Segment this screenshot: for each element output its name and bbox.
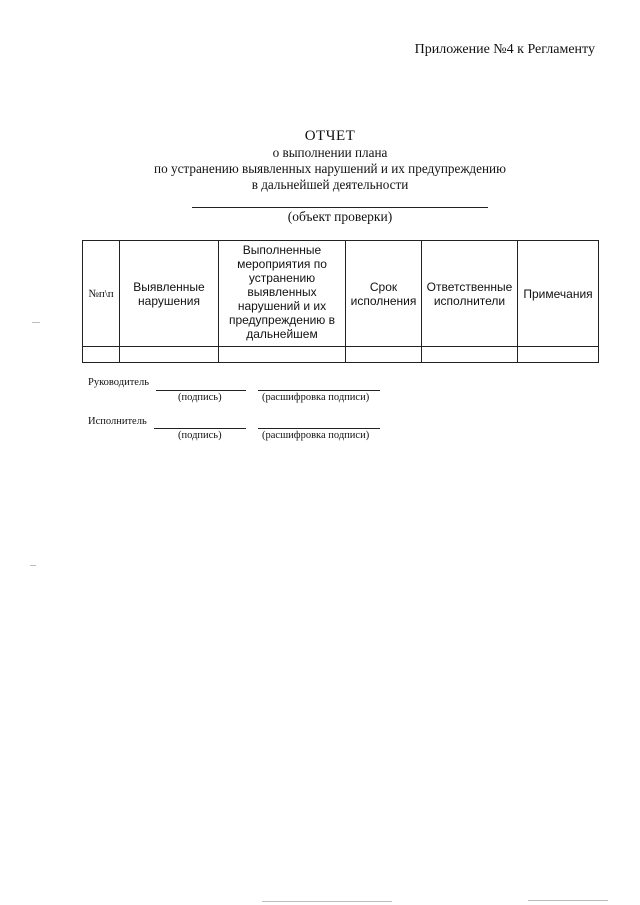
col-header-violations: Выявленные нарушения [120, 241, 219, 347]
scan-artifact [262, 901, 392, 902]
head-decryption-caption: (расшифровка подписи) [262, 392, 370, 403]
executor-decryption-line[interactable] [258, 428, 380, 429]
table-row [83, 347, 599, 363]
col-header-responsible: Ответственные исполнители [422, 241, 518, 347]
executor-signature-caption: (подпись) [178, 430, 222, 441]
report-heading [100, 128, 560, 193]
table-cell[interactable] [422, 347, 518, 363]
col-header-deadline: Срок исполнения [346, 241, 422, 347]
appendix-reference: Приложение №4 к Регламенту [414, 42, 595, 57]
object-fill-line[interactable] [192, 207, 488, 208]
table-cell[interactable] [518, 347, 599, 363]
executor-label: Исполнитель [88, 416, 147, 427]
report-table [82, 240, 599, 363]
head-signature-caption: (подпись) [178, 392, 222, 403]
head-decryption-line[interactable] [258, 390, 380, 391]
executor-decryption-caption: (расшифровка подписи) [262, 430, 370, 441]
head-label: Руководитель [88, 377, 149, 388]
report-subtitle-line-1: о выполнении плана [272, 145, 388, 160]
object-caption: (объект проверки) [287, 209, 393, 224]
head-signature-line[interactable] [156, 390, 246, 391]
col-header-notes: Примечания [518, 241, 599, 347]
scan-artifact [32, 322, 40, 323]
table-cell[interactable] [83, 347, 120, 363]
report-title: ОТЧЕТ [304, 128, 356, 144]
report-subtitle-line-2: по устранению выявленных нарушений и их предупреждению [154, 161, 506, 176]
executor-signature-line[interactable] [154, 428, 246, 429]
table-cell[interactable] [346, 347, 422, 363]
report-subtitle-line-3: в дальнейшей деятельности [251, 177, 409, 192]
scan-artifact [528, 900, 608, 901]
col-header-number: №п\п [83, 241, 120, 347]
table-cell[interactable] [219, 347, 346, 363]
table-header-row [83, 241, 599, 347]
table-cell[interactable] [120, 347, 219, 363]
col-header-measures: Выполненные мероприятия по устранению выявленных нарушений и их предупреждению в дальнейшем [219, 241, 346, 347]
scan-artifact [30, 565, 36, 566]
